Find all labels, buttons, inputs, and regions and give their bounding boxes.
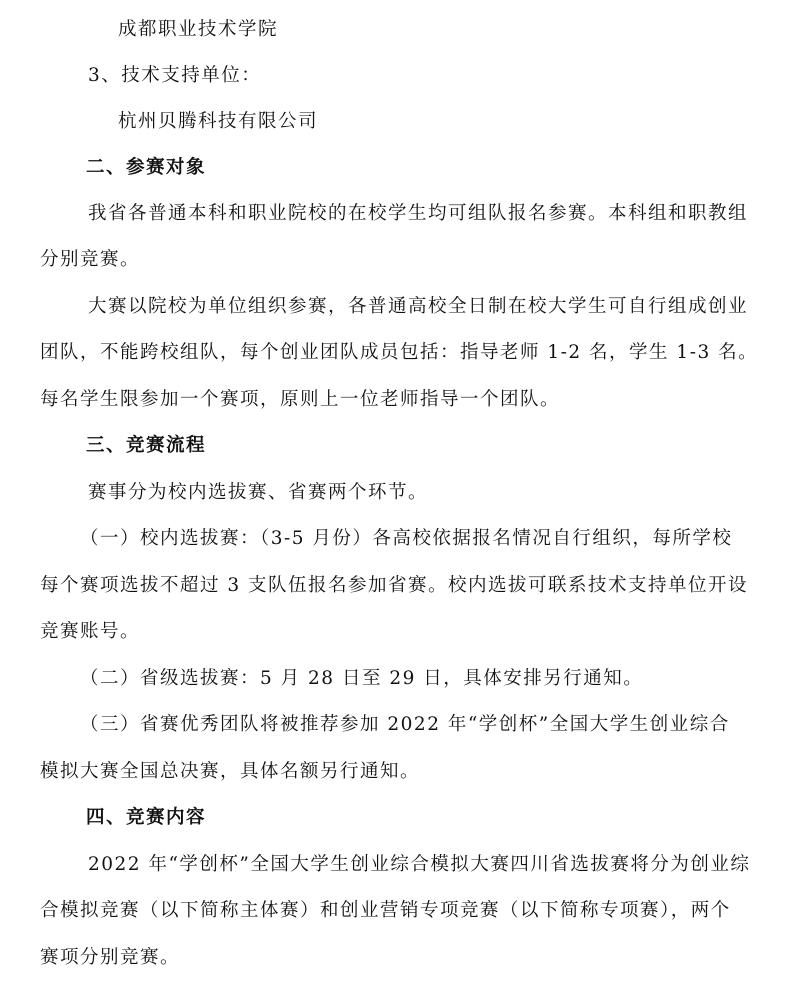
paragraph-line: 我省各普通本科和职业院校的在校学生均可组队报名参赛。本科组和职教组 — [88, 203, 749, 224]
paragraph-line: 2022 年“学创杯”全国大学生创业综合模拟大赛四川省选拔赛将分为创业综 — [88, 854, 751, 875]
paragraph-line: （一）校内选拔赛：（3-5 月份）各高校依据报名情况自行组织，每所学校 — [80, 528, 733, 549]
paragraph-line: 每名学生限参加一个赛项，原则上一位老师指导一个团队。 — [40, 389, 561, 410]
paragraph-line: 赛事分为校内选拔赛、省赛两个环节。 — [88, 482, 429, 503]
paragraph-line: 赛项分别竞赛。 — [40, 947, 181, 968]
paragraph-line: 大赛以院校为单位组织参赛，各普通高校全日制在校大学生可自行组成创业 — [88, 296, 749, 317]
paragraph-line: （二）省级选拔赛：5 月 28 日至 29 日，具体安排另行通知。 — [80, 668, 644, 689]
paragraph-line: 团队，不能跨校组队，每个创业团队成员包括：指导老师 1-2 名，学生 1-3 名。 — [40, 342, 759, 363]
section-heading-participants: 二、参赛对象 — [86, 157, 207, 178]
paragraph-line: 模拟大赛全国总决赛，具体名额另行通知。 — [40, 761, 421, 782]
paragraph-line: 每个赛项选拔不超过 3 支队伍报名参加省赛。校内选拔可联系技术支持单位开设 — [40, 575, 749, 596]
section-heading-content: 四、竞赛内容 — [86, 807, 207, 828]
paragraph-line: （三）省赛优秀团队将被推荐参加 2022 年“学创杯”全国大学生创业综合 — [80, 714, 730, 735]
organizer-name: 成都职业技术学院 — [118, 19, 279, 40]
paragraph-line: 竞赛账号。 — [40, 621, 141, 642]
tech-support-label: 3、技术支持单位： — [88, 65, 262, 86]
paragraph-line: 分别竞赛。 — [40, 249, 141, 270]
section-heading-process: 三、竞赛流程 — [86, 435, 207, 456]
paragraph-line: 合模拟竞赛（以下简称主体赛）和创业营销专项竞赛（以下简称专项赛），两个 — [40, 900, 731, 921]
tech-support-company: 杭州贝腾科技有限公司 — [118, 111, 319, 132]
